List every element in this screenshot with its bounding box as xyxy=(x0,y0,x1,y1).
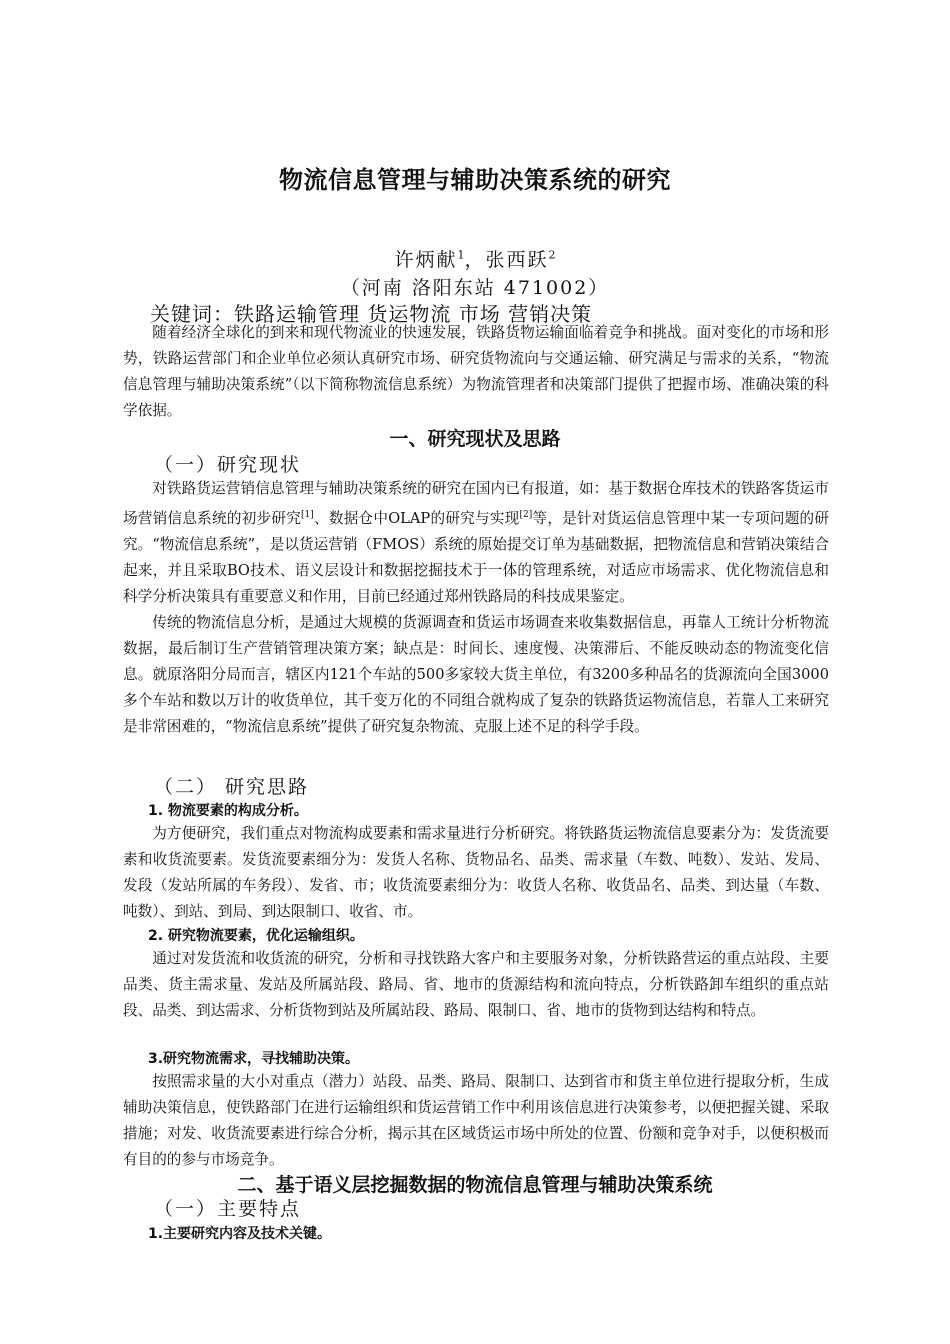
body-paragraph: 对铁路货运营销信息管理与辅助决策系统的研究在国内已有报道，如：基于数据仓库技术的铁路客货运市场营销信息系统的初步研究[1]、数据仓中OLAP的研究与实现[2]等，是针对货运信息管理中某一专项问题的研究。“物流信息系统”，是以货运营销（FMOS）系统的原始提交订单为基础数据，把物流信息和营销决策结合起来，并且采取BO技术、语义层设计和数据挖掘技术于一体的管理系统，对适应市场需求、优化物流信息和科学分析决策具有重要意义和作用，目前已经通过郑州铁路局的科技成果鉴定。 xyxy=(123,480,829,605)
item-heading: 1. 物流要素的构成分析。 xyxy=(148,803,308,819)
item-heading: 2. 研究物流要素，优化运输组织。 xyxy=(148,928,364,944)
affiliation: （河南 洛阳东站 471002） xyxy=(340,277,610,299)
abstract-block xyxy=(123,320,829,424)
abstract-paragraph: 随着经济全球化的到来和现代物流业的快速发展，铁路货物运输面临着竞争和挑战。面对变化的市场和形势，铁路运营部门和企业单位必须认真研究市场、研究货物流向与交通运输、研究满足与需求的关系，“物流信息管理与辅助决策系统”（以下简称物流信息系统）为物流管理者和决策部门提供了把握市场、准确决策的科学依据。 xyxy=(123,324,829,419)
author-name: 张西跃 xyxy=(485,249,549,271)
subsection-heading: （二） 研究思路 xyxy=(154,776,310,798)
section-heading: 一、研究现状及思路 xyxy=(389,428,561,450)
author-superscript: 2 xyxy=(548,248,556,262)
author-separator: ， xyxy=(464,249,486,271)
body-paragraph: 传统的物流信息分析，是通过大规模的货源调查和货运市场调查来收集数据信息，再靠人工统计分析物流数据，最后制订生产营销管理决策方案；缺点是：时间长、速度慢、决策滞后、不能反映动态的物流变化信息。就原洛阳分局而言，辖区内121个车站的500多家较大货主单位，有3200多种品名的货源流向全国3000多个车站和数以万计的收货单位，其千变万化的不同组合就构成了复杂的铁路货运物流信息，若靠人工来研究是非常困难的，“物流信息系统”提供了研究复杂物流、克服上述不足的科学手段。 xyxy=(123,613,829,735)
keywords: 关键词：铁路运输管理 货运物流 市场 营销决策 xyxy=(150,302,593,326)
item-heading: 3.研究物流需求，寻找辅助决策。 xyxy=(148,1051,360,1067)
item-text-block xyxy=(123,946,829,1024)
body-paragraph: 通过对发货流和收货流的研究，分析和寻找铁路大客户和主要服务对象，分析铁路营运的重点站段、主要品类、货主需求量、发站及所属站段、路局、省、地市的货源结构和流向特点，分析铁路卸车组织的重点站段、品类、到达需求、分析货物到站及所属站段、路局、限制口、省、地市的货物到达结构和特点。 xyxy=(123,950,829,1019)
section1-sub1-text xyxy=(123,476,829,740)
subsection-heading: （一）研究现状 xyxy=(154,454,302,476)
item-text-block xyxy=(123,1069,829,1173)
citation-ref: [1] xyxy=(301,510,314,520)
paper-title: 物流信息管理与辅助决策系统的研究 xyxy=(279,166,671,194)
citation-ref: [2] xyxy=(519,510,533,520)
subsection-heading: （一）主要特点 xyxy=(154,1198,302,1220)
author-name: 许炳献 xyxy=(394,249,458,271)
item-heading: 1.主要研究内容及技术关键。 xyxy=(148,1226,332,1242)
author-superscript: 1 xyxy=(457,248,465,262)
body-paragraph: 为方便研究，我们重点对物流构成要素和需求量进行分析研究。将铁路货运物流信息要素分为：发货流要素和收货流要素。发货流要素细分为：发货人名称、货物品名、品类、需求量（车数、吨数）、发站、发局、发段（发站所属的车务段）、发省、市；收货流要素细分为：收货人名称、收货品名、品类、到达量（车数、吨数）、到站、到局、到达限制口、收省、市。 xyxy=(123,825,829,920)
section-heading: 二、基于语义层挖掘数据的物流信息管理与辅助决策系统 xyxy=(237,1174,713,1196)
item-text-block xyxy=(123,821,829,925)
body-paragraph: 按照需求量的大小对重点（潜力）站段、品类、路局、限制口、达到省市和货主单位进行提取分析，生成辅助决策信息，使铁路部门在进行运输组织和货运营销工作中利用该信息进行决策参考，以便把握关键、采取措施；对发、收货流要素进行综合分析，揭示其在区域货运市场中所处的位置、份额和竞争对手，以便积极而有目的的参与市场竞争。 xyxy=(123,1073,829,1168)
author-line xyxy=(0,245,950,272)
